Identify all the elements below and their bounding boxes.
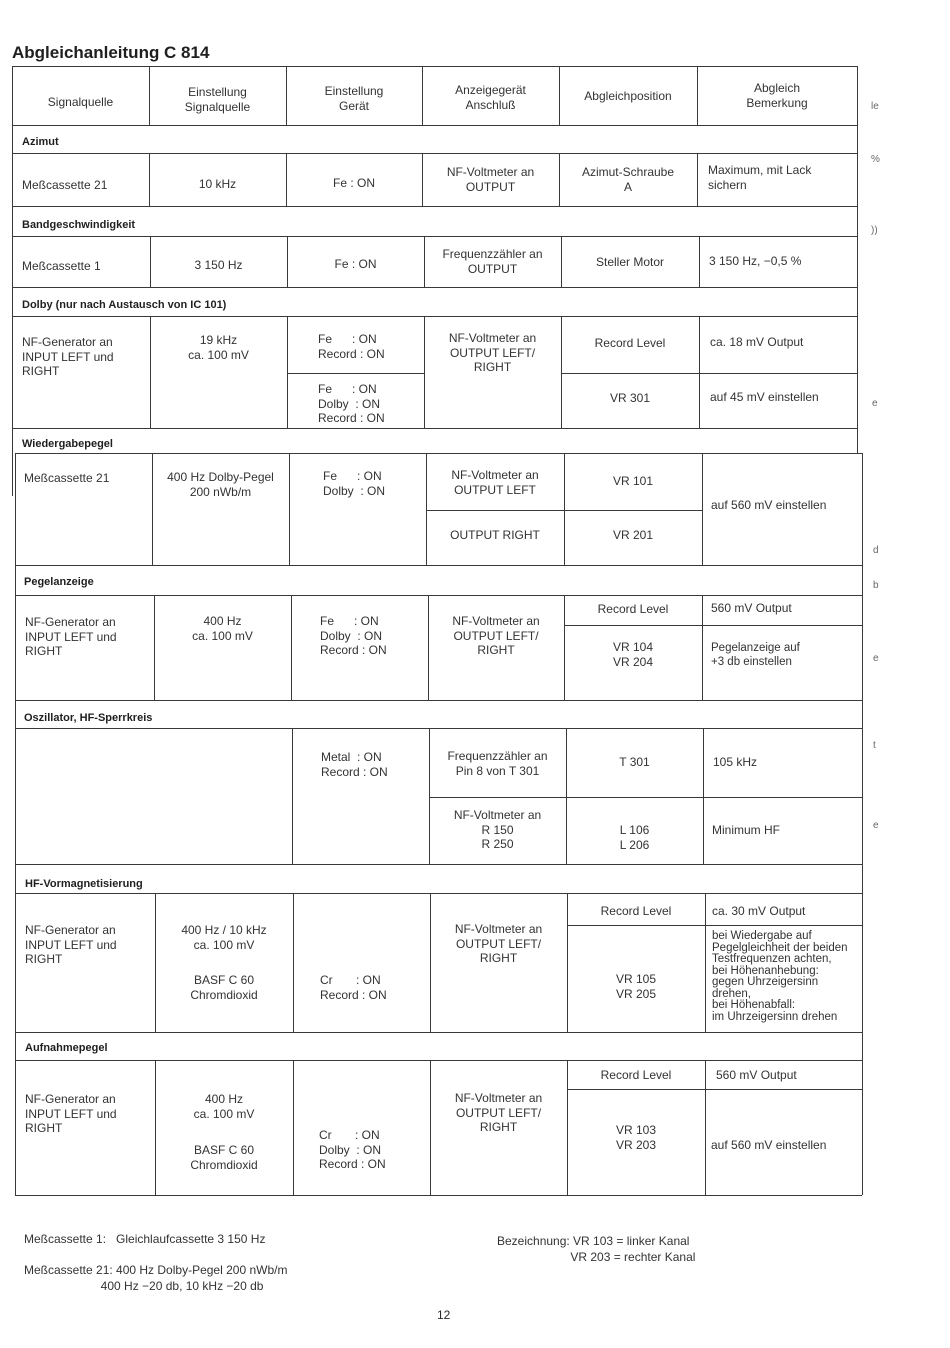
oszillator-remark-1: 105 kHz bbox=[713, 755, 758, 769]
header-abgleich-bemerkung: Abgleich Bemerkung bbox=[746, 81, 808, 110]
wiedergabe-position-1: VR 101 bbox=[612, 474, 654, 488]
hf-position-2: VR 105 VR 205 bbox=[615, 972, 657, 1001]
dolby-meter: NF-Voltmeter an OUTPUT LEFT/ RIGHT bbox=[448, 331, 537, 374]
hf-remark-2: bei Wiedergabe auf Pegelgleichheit der beiden Testfrequenzen achten, bei Höhenanhebung: gegen Uhrzeigersinn drehen, bei Höhenabfall: im Uhrzeigersinn drehen bbox=[712, 930, 848, 1023]
section-label-pegelanzeige: Pegelanzeige bbox=[24, 576, 94, 588]
oszillator-device: Metal : ON Record : ON bbox=[321, 750, 388, 779]
azimut-position: Azimut-Schraube A bbox=[581, 165, 675, 194]
azimut-setting: 10 kHz bbox=[198, 177, 237, 191]
page-number: 12 bbox=[437, 1308, 451, 1322]
footnote-messcassette-1: Meßcassette 1: Gleichlaufcassette 3 150 Hz bbox=[24, 1232, 266, 1246]
margin-mark: e bbox=[873, 820, 879, 831]
azimut-meter: NF-Voltmeter an OUTPUT bbox=[446, 165, 535, 194]
margin-mark: t bbox=[873, 740, 876, 751]
aufnahme-position-1: Record Level bbox=[600, 1068, 672, 1082]
margin-mark: e bbox=[873, 653, 879, 664]
azimut-source: Meßcassette 21 bbox=[22, 178, 108, 192]
footnote-bezeichnung: Bezeichnung: VR 103 = linker Kanal VR 203 = rechter Kanal bbox=[497, 1234, 696, 1264]
header-anzeigegeraet: Anzeigegerät Anschluß bbox=[455, 83, 526, 112]
section-label-hf-vormagnetisierung: HF-Vormagnetisierung bbox=[25, 878, 143, 890]
pegel-position-1: Record Level bbox=[597, 602, 669, 616]
pegel-remark-2: Pegelanzeige auf +3 db einstellen bbox=[711, 642, 800, 668]
section-label-dolby: Dolby (nur nach Austausch von IC 101) bbox=[22, 299, 227, 311]
margin-mark: le bbox=[871, 101, 879, 112]
wiedergabe-source: Meßcassette 21 bbox=[24, 471, 110, 485]
band-position: Steller Motor bbox=[595, 255, 665, 269]
pegel-setting: 400 Hz ca. 100 mV bbox=[192, 614, 253, 643]
hf-source: NF-Generator an INPUT LEFT und RIGHT bbox=[25, 923, 117, 966]
wiedergabe-setting: 400 Hz Dolby-Pegel 200 nWb/m bbox=[167, 470, 274, 499]
wiedergabe-remark: auf 560 mV einstellen bbox=[711, 498, 827, 512]
oszillator-position-2: L 106 L 206 bbox=[619, 823, 650, 852]
header-einstellung-geraet: Einstellung Gerät bbox=[324, 84, 384, 113]
margin-mark: % bbox=[871, 154, 880, 165]
dolby-position-1: Record Level bbox=[594, 336, 666, 350]
hf-setting-2: BASF C 60 Chromdioxid bbox=[190, 973, 258, 1002]
azimut-device: Fe : ON bbox=[332, 176, 375, 190]
section-label-aufnahmepegel: Aufnahmepegel bbox=[25, 1042, 108, 1054]
margin-mark: d bbox=[873, 545, 879, 556]
dolby-device-1: Fe : ON Record : ON bbox=[318, 332, 385, 361]
pegel-source: NF-Generator an INPUT LEFT und RIGHT bbox=[25, 615, 117, 658]
hf-setting-1: 400 Hz / 10 kHz ca. 100 mV bbox=[181, 923, 267, 952]
aufnahme-remark-2: auf 560 mV einstellen bbox=[711, 1138, 827, 1152]
aufnahme-meter: NF-Voltmeter an OUTPUT LEFT/ RIGHT bbox=[454, 1091, 543, 1134]
pegel-position-2: VR 104 VR 204 bbox=[612, 640, 654, 669]
wiedergabe-position-2: VR 201 bbox=[612, 528, 654, 542]
margin-mark: e bbox=[872, 398, 878, 409]
pegel-meter: NF-Voltmeter an OUTPUT LEFT/ RIGHT bbox=[452, 614, 540, 657]
wiedergabe-meter-2: OUTPUT RIGHT bbox=[450, 528, 540, 542]
dolby-position-2: VR 301 bbox=[609, 391, 651, 405]
header-einstellung-signalquelle: Einstellung Signalquelle bbox=[184, 85, 251, 114]
header-signalquelle: Signalquelle bbox=[47, 95, 114, 109]
section-label-bandgeschwindigkeit: Bandgeschwindigkeit bbox=[22, 219, 136, 231]
hf-meter: NF-Voltmeter an OUTPUT LEFT/ RIGHT bbox=[454, 922, 543, 965]
aufnahme-setting-1: 400 Hz ca. 100 mV bbox=[193, 1092, 255, 1121]
oszillator-remark-2: Minimum HF bbox=[712, 823, 780, 837]
margin-mark: b bbox=[873, 580, 879, 591]
band-meter: Frequenzzähler an OUTPUT bbox=[442, 247, 543, 276]
hf-position-1: Record Level bbox=[600, 904, 672, 918]
section-label-wiedergabepegel: Wiedergabepegel bbox=[22, 438, 113, 450]
footnote-messcassette-21: Meßcassette 21: 400 Hz Dolby-Pegel 200 nWb/m 400 Hz −20 db, 10 kHz −20 db bbox=[24, 1263, 288, 1293]
hf-remark-1: ca. 30 mV Output bbox=[712, 904, 806, 918]
band-setting: 3 150 Hz bbox=[194, 258, 243, 272]
dolby-setting: 19 kHz ca. 100 mV bbox=[188, 333, 249, 362]
oszillator-position-1: T 301 bbox=[619, 755, 650, 769]
aufnahme-device: Cr : ON Dolby : ON Record : ON bbox=[319, 1128, 386, 1171]
oszillator-meter-1: Frequenzzähler an Pin 8 von T 301 bbox=[447, 749, 548, 778]
margin-mark: )) bbox=[871, 225, 878, 236]
wiedergabe-device: Fe : ON Dolby : ON bbox=[323, 469, 386, 498]
oszillator-meter-2: NF-Voltmeter an R 150 R 250 bbox=[453, 808, 542, 851]
band-source: Meßcassette 1 bbox=[22, 259, 101, 273]
aufnahme-setting-2: BASF C 60 Chromdioxid bbox=[190, 1143, 258, 1172]
section-label-oszillator: Oszillator, HF-Sperrkreis bbox=[24, 712, 153, 724]
pegel-device: Fe : ON Dolby : ON Record : ON bbox=[320, 614, 387, 657]
band-remark: 3 150 Hz, −0,5 % bbox=[709, 254, 802, 268]
band-device: Fe : ON bbox=[334, 257, 377, 271]
aufnahme-remark-1: 560 mV Output bbox=[716, 1068, 797, 1082]
page-title: Abgleichanleitung C 814 bbox=[12, 43, 210, 62]
dolby-device-2: Fe : ON Dolby : ON Record : ON bbox=[318, 382, 385, 425]
header-abgleichposition: Abgleichposition bbox=[584, 89, 672, 103]
pegel-remark-1: 560 mV Output bbox=[711, 601, 792, 615]
dolby-remark-1: ca. 18 mV Output bbox=[710, 335, 804, 349]
aufnahme-position-2: VR 103 VR 203 bbox=[615, 1123, 657, 1152]
dolby-source: NF-Generator an INPUT LEFT und RIGHT bbox=[22, 335, 114, 378]
aufnahme-source: NF-Generator an INPUT LEFT und RIGHT bbox=[25, 1092, 117, 1135]
dolby-remark-2: auf 45 mV einstellen bbox=[710, 390, 819, 404]
section-label-azimut: Azimut bbox=[22, 136, 59, 148]
azimut-remark: Maximum, mit Lack sichern bbox=[708, 163, 812, 192]
hf-device: Cr : ON Record : ON bbox=[320, 973, 387, 1002]
wiedergabe-meter-1: NF-Voltmeter an OUTPUT LEFT bbox=[451, 468, 539, 497]
